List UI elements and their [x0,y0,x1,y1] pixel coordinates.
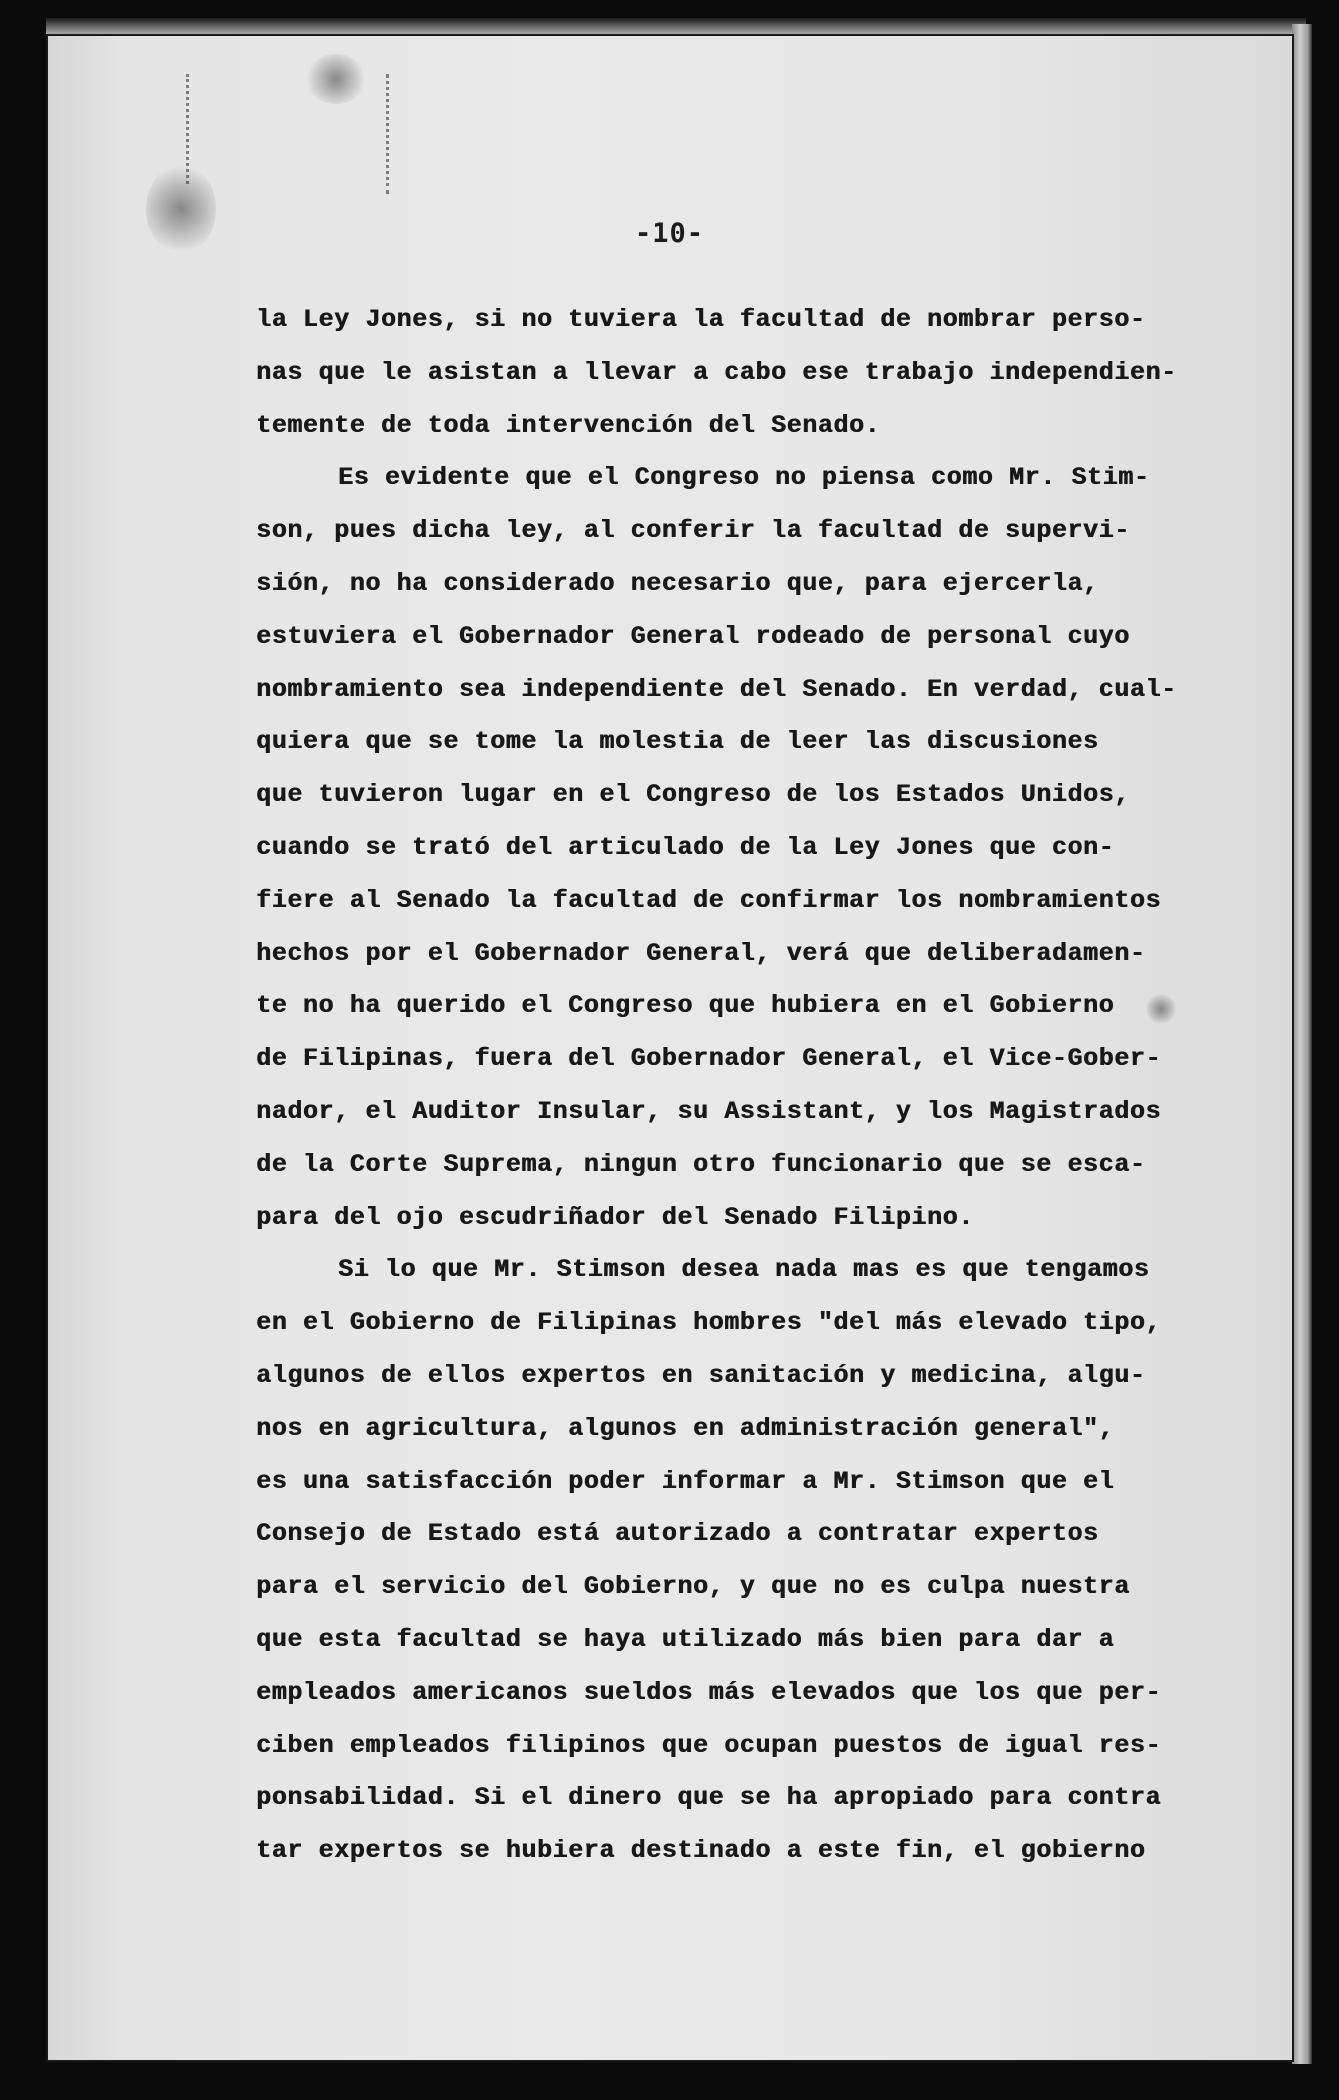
paper-right-edge [1292,24,1312,2064]
text-line: que tuvieron lugar en el Congreso de los Estados Unidos, [256,780,1130,810]
text-line: temente de toda intervención del Senado. [256,410,881,440]
text-line: empleados americanos sueldos más elevados que los que per- [256,1677,1161,1707]
text-line: es una satisfacción poder informar a Mr. Stimson que el [256,1466,1115,1496]
text-line: de Filipinas, fuera del Gobernador General, el Vice-Gober- [256,1044,1161,1074]
text-line: Si lo que Mr. Stimson desea nada mas es que tengamos [338,1255,1150,1285]
text-line: sión, no ha considerado necesario que, para ejercerla, [256,568,1099,598]
text-line: hechos por el Gobernador General, verá que deliberadamen- [256,938,1146,968]
text-line: algunos de ellos expertos en sanitación y medicina, algu- [256,1360,1146,1390]
text-line: estuviera el Gobernador General rodeado de personal cuyo [256,621,1130,651]
text-line: quiera que se tome la molestia de leer las discusiones [256,727,1099,757]
text-line: la Ley Jones, si no tuviera la facultad de nombrar perso- [256,305,1146,334]
text-line: tar expertos se hubiera destinado a este fin, el gobierno [256,1836,1146,1866]
ink-smudge [306,54,366,104]
page-number: -10- [634,218,705,249]
margin-marks [386,74,392,194]
body-text [256,294,1196,1878]
text-line: Es evidente que el Congreso no piensa como Mr. Stim- [338,463,1150,493]
text-line: en el Gobierno de Filipinas hombres "del más elevado tipo, [256,1308,1161,1338]
text-line: para del ojo escudriñador del Senado Filipino. [256,1202,974,1232]
text-line: fiere al Senado la facultad de confirmar los nombramientos [256,885,1161,915]
text-line: de la Corte Suprema, ningun otro funcionario que se esca- [256,1149,1146,1179]
text-line: ciben empleados filipinos que ocupan puestos de igual res- [256,1730,1161,1760]
text-line: te no ha querido el Congreso que hubiera en el Gobierno [256,991,1115,1021]
text-line: nombramiento sea independiente del Senado. En verdad, cual- [256,674,1177,704]
text-line: nador, el Auditor Insular, su Assistant, y los Magistrados [256,1096,1161,1126]
margin-marks [186,74,192,184]
text-line: para el servicio del Gobierno, y que no es culpa nuestra [256,1572,1130,1602]
text-line: son, pues dicha ley, al conferir la facultad de supervi- [256,516,1130,546]
text-line: nas que le asistan a llevar a cabo ese trabajo independien- [256,357,1177,387]
text-line: que esta facultad se haya utilizado más bien para dar a [256,1624,1115,1654]
text-line: Consejo de Estado está autorizado a contratar expertos [256,1519,1099,1549]
text-line: nos en agricultura, algunos en administración general", [256,1413,1115,1443]
text-line: ponsabilidad. Si el dinero que se ha apropiado para contra [256,1783,1161,1813]
text-line: cuando se trató del articulado de la Ley Jones que con- [256,832,1115,862]
